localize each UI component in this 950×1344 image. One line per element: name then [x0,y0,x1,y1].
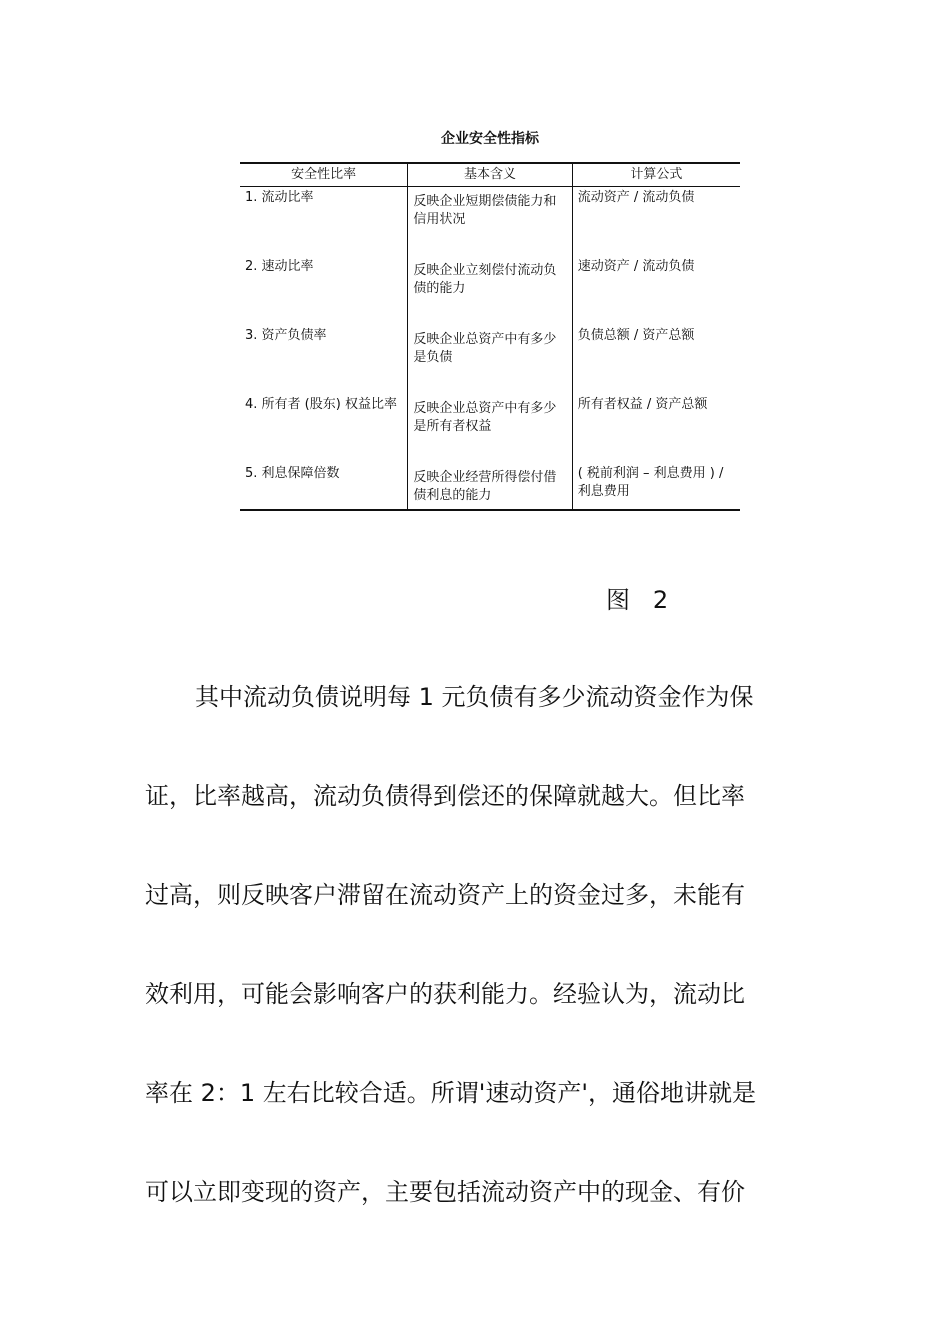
paragraph-line: 效利用，可能会影响客户的获利能力。经验认为，流动比 [145,980,745,1008]
formula-cell: 所有者权益 / 资产总额 [572,394,740,463]
formula-cell: ( 税前利润 – 利息费用 ) / 利息费用 [572,463,740,510]
paragraph-line: 可以立即变现的资产，主要包括流动资产中的现金、有价 [145,1178,745,1206]
meaning-cell: 反映企业经营所得偿付借债利息的能力 [408,463,572,510]
safety-indicator-table [240,162,740,511]
figure-caption-word: 图 [606,586,630,614]
formula-cell: 速动资产 / 流动负债 [572,256,740,325]
table-title: 企业安全性指标 [441,131,539,147]
ratio-cell [240,187,408,257]
ratio-cell [240,463,408,510]
formula-cell: 流动资产 / 流动负债 [572,187,740,257]
table-row [240,463,740,510]
figure-caption-number: 2 [652,586,669,614]
meaning-cell: 反映企业短期偿债能力和信用状况 [408,187,572,257]
paragraph-line: 率在 2：1 左右比较合适。所谓'速动资产'，通俗地讲就是 [145,1079,756,1107]
ratio-name: 1. 流动比率 [245,190,314,205]
ratio-cell [240,256,408,325]
ratio-name: 2. 速动比率 [245,259,314,274]
paragraph-line: 过高，则反映客户滞留在流动资产上的资金过多，未能有 [145,881,745,909]
ratio-cell [240,325,408,394]
table-row [240,394,740,463]
ratio-name: 4. 所有者 (股东) 权益比率 [245,397,397,412]
ratio-name: 5. 利息保障倍数 [245,466,340,481]
meaning-cell: 反映企业立刻偿付流动负债的能力 [408,256,572,325]
table-row [240,187,740,257]
figure-caption [606,580,668,615]
ratio-name: 3. 资产负债率 [245,328,327,343]
paragraph-line: 证，比率越高，流动负债得到偿还的保障就越大。但比率 [145,782,745,810]
meaning-cell: 反映企业总资产中有多少是负债 [408,325,572,394]
body-paragraph [145,666,795,1260]
header-formula: 计算公式 [572,163,740,187]
table-row [240,256,740,325]
table-row [240,325,740,394]
header-meaning: 基本含义 [408,163,572,187]
header-ratio: 安全性比率 [240,163,408,187]
table-header-row [240,163,740,187]
paragraph-line: 其中流动负债说明每 1 元负债有多少流动资金作为保 [195,683,754,711]
ratio-cell [240,394,408,463]
meaning-cell: 反映企业总资产中有多少是所有者权益 [408,394,572,463]
formula-cell: 负债总额 / 资产总额 [572,325,740,394]
